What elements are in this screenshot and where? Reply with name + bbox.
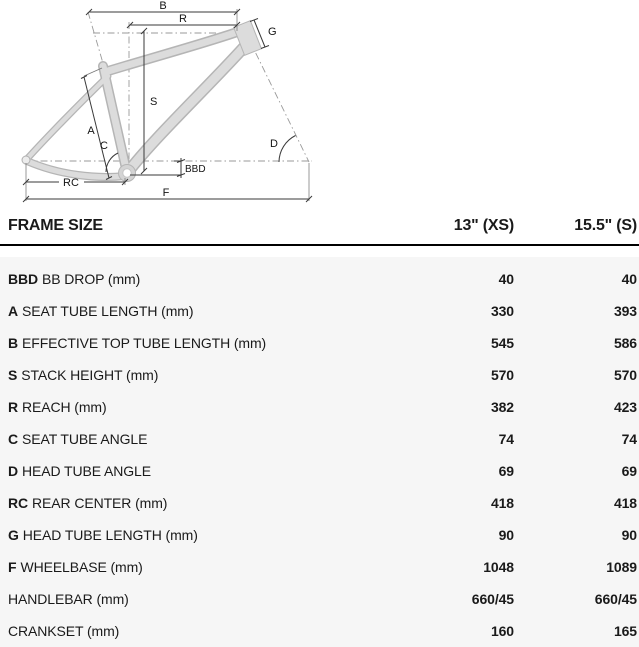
row-prefix: D (8, 463, 19, 479)
row-value-xs: 570 (490, 367, 514, 383)
row-value-s: 570 (613, 367, 637, 383)
row-value-s: 1089 (606, 559, 637, 575)
table-row (0, 295, 639, 327)
row-label (8, 463, 404, 479)
row-prefix: A (8, 303, 19, 319)
table-row (0, 263, 639, 295)
table-row (0, 423, 639, 455)
row-value-xs: 74 (498, 431, 514, 447)
table-row (0, 583, 639, 615)
row-label (8, 431, 404, 447)
row-label (8, 335, 404, 351)
row-value-xs: 660/45 (471, 591, 514, 607)
row-label (8, 367, 404, 383)
row-label (8, 527, 404, 543)
label-rc: RC (63, 177, 79, 189)
row-value-s: 393 (613, 303, 637, 319)
row-value-xs: 160 (490, 623, 514, 639)
row-value-xs: 90 (498, 527, 514, 543)
table-row (0, 455, 639, 487)
row-label-text: EFFECTIVE TOP TUBE LENGTH (mm) (22, 335, 267, 351)
frame-size-title: FRAME SIZE (8, 216, 103, 234)
table-row (0, 487, 639, 519)
row-value-s: 74 (621, 431, 637, 447)
row-label-text: WHEELBASE (mm) (20, 559, 143, 575)
row-label-text: STACK HEIGHT (mm) (21, 367, 159, 383)
seat-stay (27, 76, 108, 159)
row-value-s: 90 (621, 527, 637, 543)
row-label-text: HANDLEBAR (mm) (8, 591, 129, 607)
row-label (8, 559, 404, 575)
column-header-s: 15.5" (S) (574, 216, 637, 234)
row-prefix: G (8, 527, 19, 543)
table-row (0, 615, 639, 647)
label-g: G (268, 26, 277, 38)
row-label-text: CRANKSET (mm) (8, 623, 120, 639)
row-prefix: F (8, 559, 17, 575)
rear-dropout (22, 156, 30, 164)
row-prefix: B (8, 335, 19, 351)
row-label (8, 303, 404, 319)
label-s: S (150, 96, 158, 108)
row-value-xs: 69 (498, 463, 514, 479)
label-b: B (159, 0, 167, 12)
frame-geometry-diagram (0, 0, 639, 208)
row-value-xs: 40 (498, 271, 514, 287)
angle-arc-d (279, 136, 296, 163)
row-value-s: 660/45 (594, 591, 637, 607)
row-label-text: REACH (mm) (22, 399, 107, 415)
row-value-xs: 382 (490, 399, 514, 415)
table-row (0, 359, 639, 391)
table-row (0, 519, 639, 551)
frame-outline (27, 32, 245, 177)
row-value-xs: 418 (490, 495, 514, 511)
row-prefix: BBD (8, 271, 39, 287)
seat-tube (103, 66, 127, 173)
column-header-xs: 13" (XS) (453, 216, 514, 234)
row-label (8, 495, 404, 511)
row-value-xs: 330 (490, 303, 514, 319)
row-value-xs: 1048 (483, 559, 514, 575)
label-c: C (100, 140, 108, 152)
row-value-s: 423 (613, 399, 637, 415)
row-value-s: 165 (613, 623, 637, 639)
label-f: F (162, 187, 170, 199)
row-label-text: HEAD TUBE ANGLE (22, 463, 151, 479)
geometry-table-body (0, 257, 639, 647)
table-header (0, 208, 639, 246)
row-label-text: SEAT TUBE LENGTH (mm) (22, 303, 194, 319)
bottom-bracket-hole (123, 169, 131, 177)
label-bbd: BBD (185, 164, 206, 175)
row-value-s: 418 (613, 495, 637, 511)
row-value-s: 40 (621, 271, 637, 287)
row-label-text: SEAT TUBE ANGLE (22, 431, 148, 447)
row-prefix: S (8, 367, 18, 383)
table-row (0, 391, 639, 423)
row-value-xs: 545 (490, 335, 514, 351)
row-label (8, 399, 404, 415)
row-label-text: REAR CENTER (mm) (32, 495, 168, 511)
row-label (8, 623, 404, 639)
row-prefix: RC (8, 495, 29, 511)
row-label (8, 271, 404, 287)
angle-arc-c (106, 153, 118, 172)
table-row (0, 551, 639, 583)
top-tube (105, 32, 237, 72)
bike-frame-diagram-svg (4, 0, 334, 212)
row-value-s: 586 (613, 335, 637, 351)
label-r: R (179, 13, 187, 25)
row-label-text: HEAD TUBE LENGTH (mm) (22, 527, 198, 543)
row-value-s: 69 (621, 463, 637, 479)
table-row (0, 327, 639, 359)
row-prefix: C (8, 431, 19, 447)
row-label-text: BB DROP (mm) (42, 271, 141, 287)
label-d: D (270, 138, 278, 150)
row-prefix: R (8, 399, 19, 415)
label-a: A (87, 125, 95, 137)
row-label (8, 591, 404, 607)
